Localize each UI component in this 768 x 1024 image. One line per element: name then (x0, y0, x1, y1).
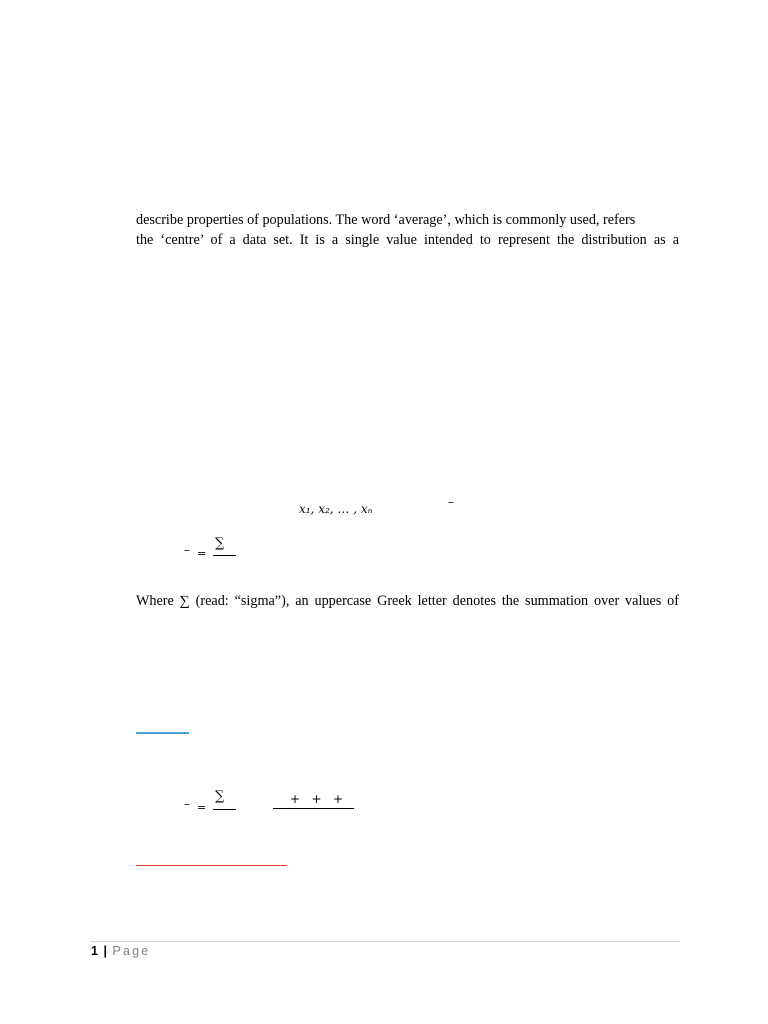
body-text-line: describe properties of populations. The word ‘average’, which is commonly used, refers (136, 212, 636, 228)
equals-sign: = (197, 801, 207, 814)
body-text-line: the ‘centre’ of a data set. It is a single value intended to represent the distribution as a (136, 232, 679, 248)
sigma-symbol: ∑ (215, 536, 225, 551)
sigma-symbol: ∑ (215, 789, 225, 804)
spellcheck-underline (136, 865, 287, 866)
page-number: 1 (91, 944, 98, 958)
mean-bar-symbol: – (448, 495, 454, 509)
page-label: Page (112, 944, 151, 958)
fraction-bar (273, 808, 354, 809)
mean-bar-symbol: – (184, 543, 190, 557)
fraction-bar (213, 809, 236, 810)
mean-bar-symbol: – (184, 797, 190, 811)
body-text-line: Where ∑ (read: “sigma”), an uppercase Greek letter denotes the summation over values of (136, 593, 679, 609)
footer-divider (90, 941, 680, 942)
plus-terms: + + + (290, 792, 344, 806)
footer-separator: | (103, 944, 107, 958)
link-underline[interactable] (136, 732, 189, 734)
fraction-bar (213, 555, 236, 556)
mean-formula (180, 536, 240, 562)
equals-sign: = (197, 547, 207, 560)
variable-sequence: x₁, x₂, … , xₙ (299, 502, 373, 516)
page-footer (91, 943, 150, 959)
mean-formula-expanded (180, 790, 360, 816)
